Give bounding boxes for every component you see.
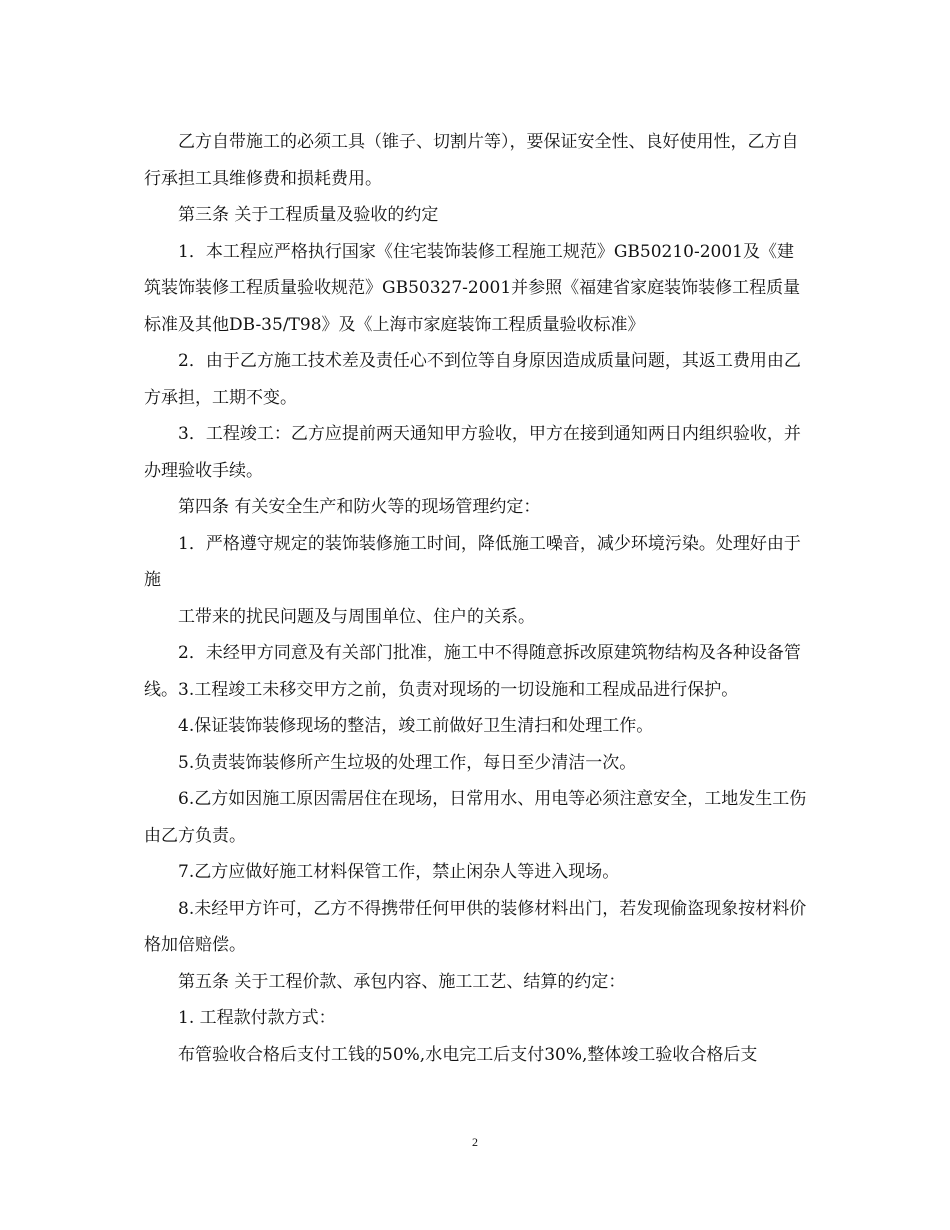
- paragraph-site-cleanliness: 4.保证装饰装修现场的整洁，竣工前做好卫生清扫和处理工作。: [178, 716, 654, 736]
- paragraph-onsite-safety: 6.乙方如因施工原因需居住在现场，日常用水、用电等必须注意安全，工地发生工伤由乙方负责。: [144, 789, 807, 846]
- paragraph-payment-method: 1. 工程款付款方式：: [178, 1008, 336, 1028]
- document-body: [144, 124, 809, 1073]
- paragraph-material-storage: 7.乙方应做好施工材料保管工作，禁止闲杂人等进入现场。: [178, 862, 620, 882]
- paragraph-material-theft: 8.未经甲方许可，乙方不得携带任何甲供的装修材料出门，若发现偷盗现象按材料价格加倍赔偿。: [144, 898, 807, 955]
- paragraph-rework: 2．由于乙方施工技术差及责任心不到位等自身原因造成质量问题，其返工费用由乙方承担，工期不变。: [144, 351, 801, 408]
- paragraph-waste-disposal: 5.负责装饰装修所产生垃圾的处理工作，每日至少清洁一次。: [178, 752, 637, 773]
- paragraph-quality-standards: 1．本工程应严格执行国家《住宅装饰装修工程施工规范》GB50210-2001及《建筑装饰装修工程质量验收规范》GB50327-2001并参照《福建省家庭装饰装修工程质量标准及其他DB-35/T98》及《上海市家庭装饰工程质量验收标准》: [144, 241, 801, 335]
- paragraph-payment-schedule: 布管验收合格后支付工钱的50%,水电完工后支付30%,整体竣工验收合格后支: [178, 1044, 758, 1065]
- paragraph-structure-protection: 2．未经甲方同意及有关部门批准，施工中不得随意拆改原建筑物结构及各种设备管线。3.工程竣工未移交甲方之前，负责对现场的一切设施和工程成品进行保护。: [144, 643, 801, 700]
- paragraph-completion: 3．工程竣工：乙方应提前两天通知甲方验收，甲方在接到通知两日内组织验收，并办理验收手续。: [144, 424, 801, 481]
- paragraph-construction-hours: 1．严格遵守规定的装饰装修施工时间，降低施工噪音，减少环境污染。处理好由于施: [144, 533, 801, 590]
- paragraph-tools: 乙方自带施工的必须工具（锥子、切割片等），要保证安全性、良好使用性，乙方自行承担工具维修费和损耗费用。: [144, 132, 799, 189]
- heading-article-4: 第四条 有关安全生产和防火等的现场管理约定：: [178, 497, 541, 517]
- heading-article-5: 第五条 关于工程价款、承包内容、施工工艺、结算的约定：: [178, 971, 626, 992]
- page-number: 2: [472, 1135, 478, 1149]
- paragraph-neighbor-relations: 工带来的扰民问题及与周围单位、住户的关系。: [178, 606, 535, 627]
- heading-article-3: 第三条 关于工程质量及验收的约定: [178, 205, 439, 225]
